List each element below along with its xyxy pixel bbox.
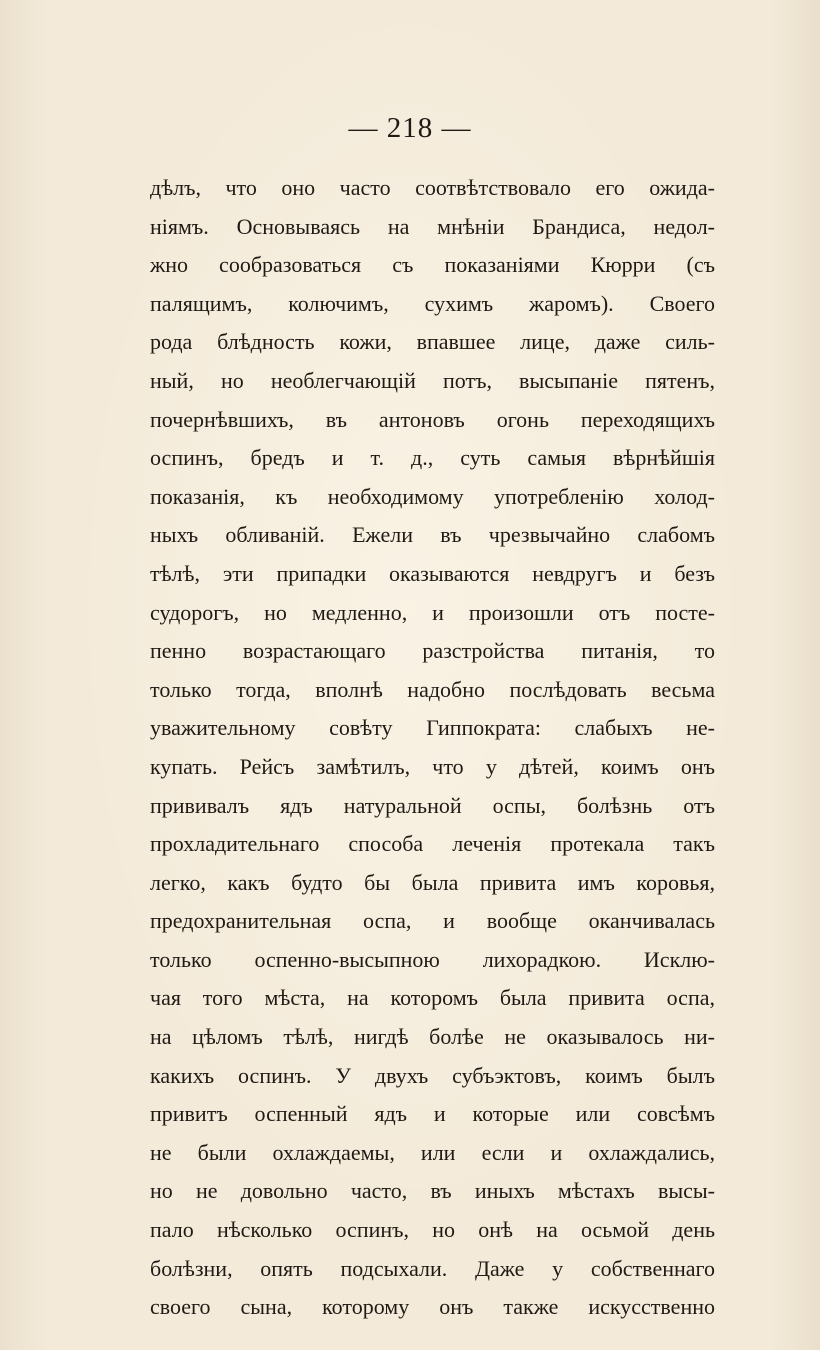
text-line: оспинъ, бредъ и т. д., суть самыя вѣрнѣйшія <box>150 445 715 471</box>
text-line: купать. Рейсъ замѣтилъ, что у дѣтей, коимъ онъ <box>150 753 715 779</box>
text-line: показанія, къ необходимому употребленію холод- <box>150 483 715 509</box>
text-line: почернѣвшихъ, въ антоновъ огонь переходящихъ <box>150 406 715 432</box>
text-line: пало нѣсколько оспинъ, но онѣ на осьмой день <box>150 1217 715 1243</box>
text-line: пенно возрастающаго разстройства питанія, то <box>150 638 715 664</box>
text-line: привитъ оспенный ядъ и которые или совсѣмъ <box>150 1101 715 1127</box>
text-line: рода блѣдность кожи, впавшее лице, даже силь- <box>150 329 715 355</box>
page-number: — 218 — <box>348 112 472 144</box>
text-line: ніямъ. Основываясь на мнѣніи Брандиса, недол- <box>150 213 715 239</box>
text-line: палящимъ, колючимъ, сухимъ жаромъ). Своего <box>150 290 715 316</box>
text-line: ный, но необлегчающій потъ, высыпаніе пятенъ, <box>150 367 715 393</box>
text-line: болѣзни, опять подсыхали. Даже у собственнаго <box>150 1255 715 1281</box>
text-line: судорогъ, но медленно, и произошли отъ посте- <box>150 599 715 625</box>
text-line: дѣлъ, что оно часто соотвѣтствовало его ожида- <box>150 175 715 200</box>
body-text <box>150 169 715 1327</box>
text-line: своего сына, которому онъ также искусственно <box>150 1294 715 1320</box>
text-line: уважительному совѣту Гиппократа: слабыхъ не- <box>150 715 715 741</box>
text-line: прохладительнаго способа леченія протекала такъ <box>150 831 715 857</box>
text-line: ныхъ обливаній. Ежели въ чрезвычайно слабомъ <box>150 522 715 548</box>
text-line: какихъ оспинъ. У двухъ субъэктовъ, коимъ былъ <box>150 1062 715 1088</box>
text-line: предохранительная оспа, и вообще оканчивалась <box>150 908 715 934</box>
text-line: только оспенно-высыпною лихорадкою. Исклю- <box>150 946 715 972</box>
text-line: только тогда, вполнѣ надобно послѣдовать весьма <box>150 676 715 702</box>
text-line: чая того мѣста, на которомъ была привита оспа, <box>150 985 715 1011</box>
text-line: прививалъ ядъ натуральной оспы, болѣзнь отъ <box>150 792 715 818</box>
text-line: на цѣломъ тѣлѣ, нигдѣ болѣе не оказывалось ни- <box>150 1024 715 1050</box>
text-line: но не довольно часто, въ иныхъ мѣстахъ высы- <box>150 1178 715 1204</box>
text-line: жно сообразоваться съ показаніями Кюрри (съ <box>150 252 715 278</box>
text-line: не были охлаждаемы, или если и охлаждались, <box>150 1139 715 1165</box>
text-line: тѣлѣ, эти припадки оказываются невдругъ и безъ <box>150 560 715 586</box>
text-line: легко, какъ будто бы была привита имъ коровья, <box>150 869 715 895</box>
